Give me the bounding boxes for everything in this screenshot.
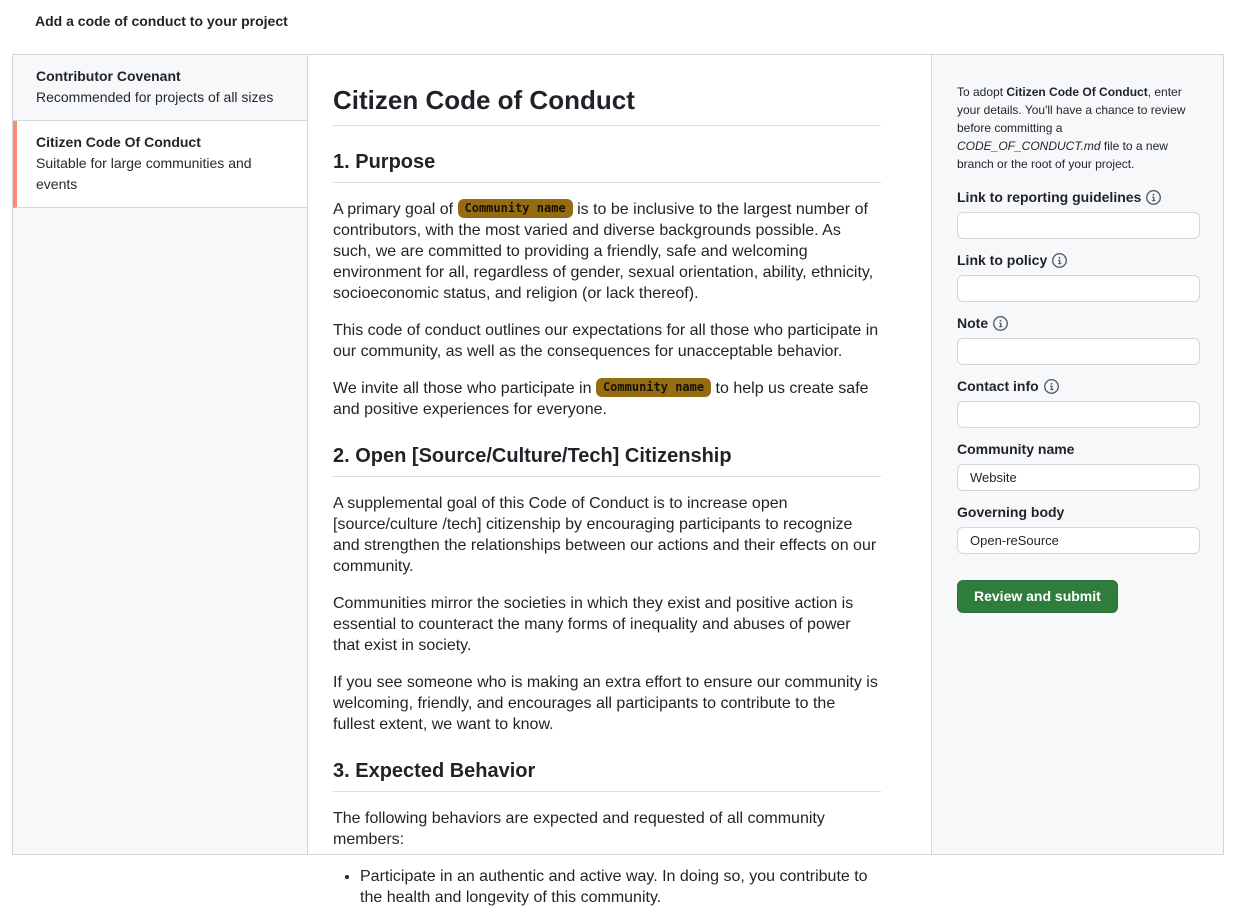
article-paragraph: [333, 493, 881, 577]
behavior-list: [333, 866, 881, 908]
form-fields: [957, 189, 1200, 554]
paragraph-text: If you see someone who is making an extra effort to ensure our community is welcoming, friendly, and encourages all participants to contribute to the fullest extent, we want to know.: [333, 674, 878, 733]
field-label: [957, 189, 1200, 205]
paragraph-text: The following behaviors are expected and requested of all community members:: [333, 810, 825, 848]
field-community-name: [957, 441, 1200, 491]
field-link-to-policy: [957, 252, 1200, 302]
info-icon[interactable]: [1052, 253, 1067, 268]
paragraph-text: We invite all those who participate in: [333, 380, 596, 397]
article-scroll-area[interactable]: [308, 55, 931, 906]
field-label-text: Link to policy: [957, 252, 1048, 268]
field-label-text: Governing body: [957, 504, 1065, 520]
field-label: [957, 315, 1200, 331]
field-contact-info: [957, 378, 1200, 428]
sidebar-item-subtitle: Recommended for projects of all sizes: [36, 89, 274, 105]
section-heading: 1. Purpose: [333, 150, 881, 183]
article-paragraph: [333, 672, 881, 735]
governing-body-input[interactable]: [957, 527, 1200, 554]
article-paragraph: [333, 199, 881, 304]
info-icon[interactable]: [993, 316, 1008, 331]
review-and-submit-button[interactable]: Review and submit: [957, 580, 1118, 613]
link-to-reporting-guidelines-input[interactable]: [957, 212, 1200, 239]
field-label: [957, 504, 1200, 520]
description-text: , enter your details. You'll have a chance to review before committing a: [957, 85, 1186, 135]
field-note: [957, 315, 1200, 365]
community-name-token: Community name: [596, 378, 711, 397]
info-icon[interactable]: [1146, 190, 1161, 205]
sidebar-item-citizen-code-of-conduct[interactable]: [13, 121, 307, 208]
paragraph-text: A supplemental goal of this Code of Conduct is to increase open [source/culture /tech] citizenship by encouraging participants to recognize and strengthen the relationships between our actions and their effects on our community.: [333, 495, 877, 575]
sidebar-item-subtitle: Suitable for large communities and events: [36, 155, 252, 192]
field-label: [957, 252, 1200, 268]
paragraph-text: Communities mirror the societies in which they exist and positive action is essential to counteract the many forms of inequality and abuses of power that exist in society.: [333, 595, 854, 654]
code-of-conduct-chooser: [12, 54, 1224, 906]
info-icon[interactable]: [1044, 379, 1059, 394]
description-text: To adopt: [957, 85, 1007, 99]
section-heading: 3. Expected Behavior: [333, 759, 881, 792]
article-paragraph: [333, 808, 881, 850]
paragraph-text: A primary goal of: [333, 201, 458, 218]
field-governing-body: [957, 504, 1200, 554]
field-label: [957, 441, 1200, 457]
adoption-form-panel: [931, 55, 1223, 854]
note-input[interactable]: [957, 338, 1200, 365]
article-title: Citizen Code of Conduct: [333, 85, 881, 126]
field-label-text: Community name: [957, 441, 1075, 457]
article-body: [333, 150, 881, 908]
sidebar-item-title: Citizen Code Of Conduct: [36, 134, 201, 150]
behavior-list-item: • Participate in an authentic and active way. In doing so, you contribute to the health and longevity of this community.: [360, 866, 881, 908]
contact-info-input[interactable]: [957, 401, 1200, 428]
field-label: [957, 378, 1200, 394]
page-title: Add a code of conduct to your project: [35, 13, 288, 29]
description-text: file to a new branch or the root of your project.: [957, 139, 1168, 171]
description-text: CODE_OF_CONDUCT.md: [957, 139, 1101, 153]
paragraph-text: is to be inclusive to the largest number of contributors, with the most varied and diverse backgrounds possible. As such, we are committed to providing a friendly, safe and welcoming environment for all, regardless of gender, sexual orientation, ability, ethnicity, socioeconomic status, and religion (or lack thereof).: [333, 201, 874, 302]
paragraph-text: This code of conduct outlines our expectations for all those who participate in our community, as well as the consequences for unacceptable behavior.: [333, 322, 879, 360]
community-name-token: Community name: [458, 199, 573, 218]
field-link-to-reporting-guidelines: [957, 189, 1200, 239]
description-text: Citizen Code Of Conduct: [1006, 85, 1148, 99]
sidebar-item-title: Contributor Covenant: [36, 68, 181, 84]
paragraph-text: to help us create safe and positive experiences for everyone.: [333, 380, 869, 418]
article-paragraph: [333, 378, 881, 420]
article-paragraph: [333, 320, 881, 362]
community-name-input[interactable]: [957, 464, 1200, 491]
article-paragraph: [333, 593, 881, 656]
sidebar-item-contributor-covenant[interactable]: [13, 55, 307, 121]
field-label-text: Contact info: [957, 378, 1039, 394]
conduct-template-list: [13, 55, 308, 854]
link-to-policy-input[interactable]: [957, 275, 1200, 302]
section-heading: 2. Open [Source/Culture/Tech] Citizenship: [333, 444, 881, 477]
field-label-text: Link to reporting guidelines: [957, 189, 1142, 205]
form-description: [957, 83, 1200, 173]
field-label-text: Note: [957, 315, 989, 331]
page-header: [0, 0, 1236, 54]
